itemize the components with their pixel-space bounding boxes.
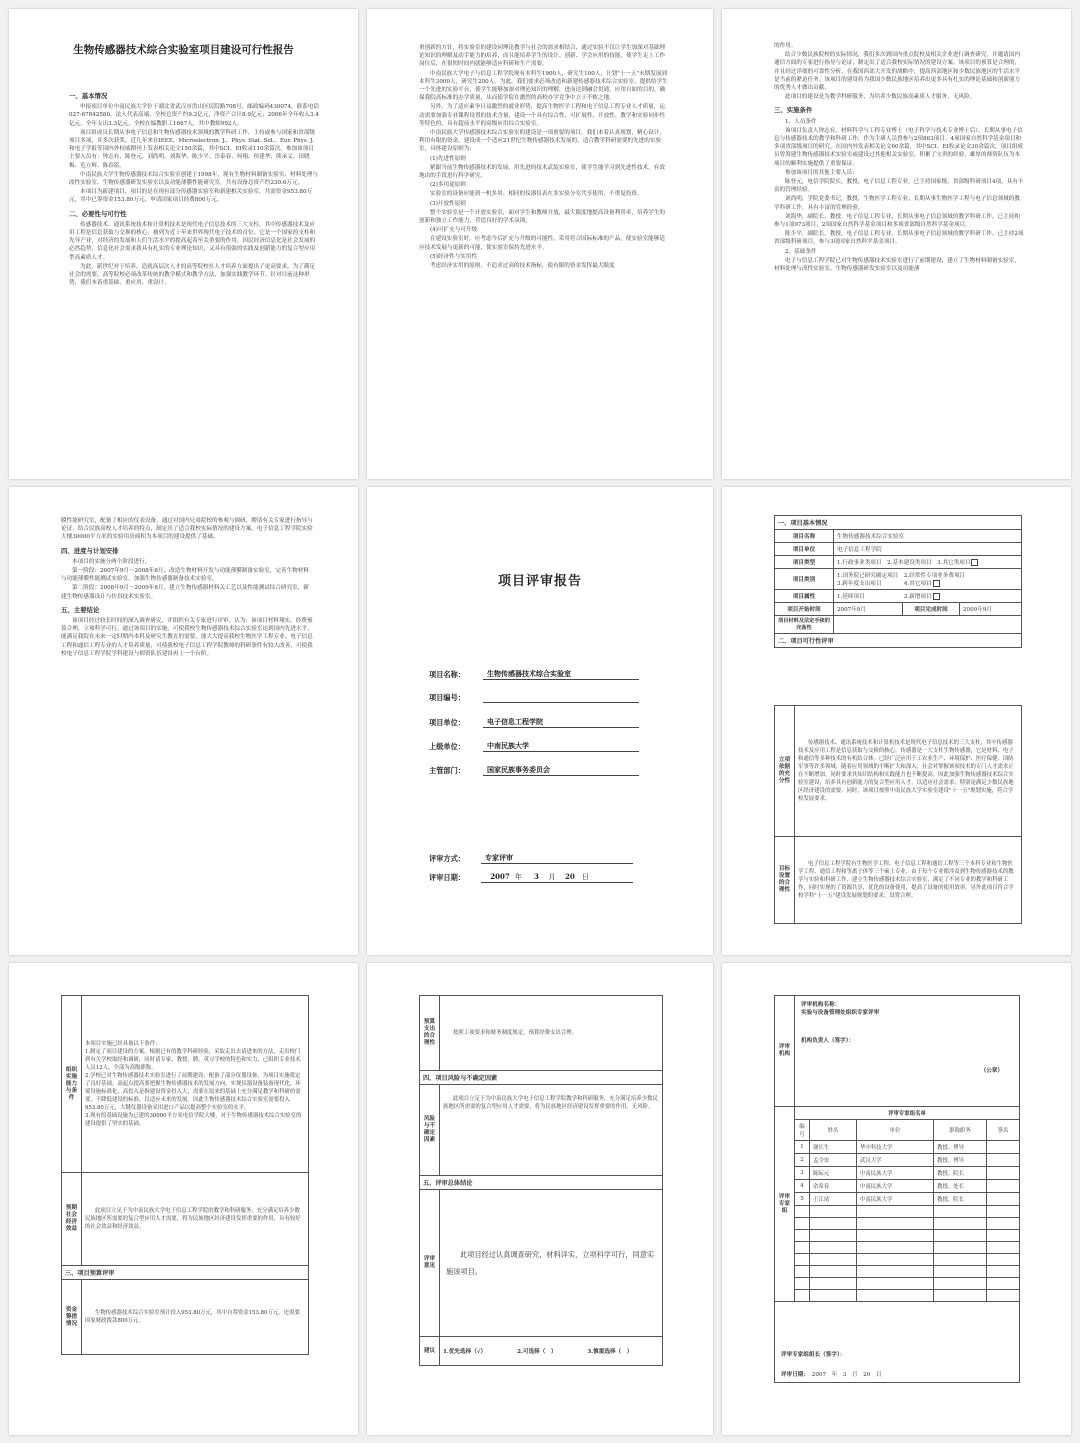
page-8-conclusion (367, 963, 713, 1435)
vertical-label: 预期社会经济效益 (62, 1173, 82, 1266)
sub-heading: (3)开放性原则 (430, 200, 466, 207)
vertical-label: 目标设置的合理性 (775, 837, 795, 924)
page-4 (9, 487, 358, 955)
row-value (834, 569, 1022, 590)
row-label: 项目开始时间 (775, 603, 834, 616)
row-value: 生物传感器技术综合实验室 (834, 530, 1022, 543)
sub-heading: (2)多用途原则 (430, 182, 466, 189)
row-label: 项目材料及法定手续的完备性 (775, 616, 834, 634)
date-unit: 年 (515, 873, 522, 881)
date-label: 评审日期： (781, 1372, 807, 1378)
expert-panel-table (774, 995, 1020, 1383)
sub-heading: (1)先进性原则 (430, 155, 466, 162)
paragraph: 紧跟当前生物传感器技术的发展，用先进的技术武装实验室，使学生能学习到先进性技术，有效地由的手段进行科学研究。 (419, 164, 665, 180)
section-heading: 三、项目预算评审 (62, 1266, 309, 1280)
field-value: 电子信息工程学院 (483, 717, 639, 728)
basic-info-table (774, 515, 1022, 648)
field-label: 项目名称： (429, 670, 465, 679)
leader-signature-label: 评审专家组组长（签字）： (781, 1352, 846, 1358)
page-9-expert-panel (722, 963, 1071, 1435)
official-seal-label: （公章） (980, 1068, 1003, 1074)
review-text: 生物传感器技术综合实验室预计投入953.80万元，其中自筹资金153.80万元，还需要国家财政拨款800万元。 (82, 1280, 309, 1355)
paragraph: 陈少平，副院长，教授，电子信息工程专业，长期从事电子信息领域的教学科研工作，已主持2项省部级科研项目，参与3项国家自然科学基金项目。 (774, 231, 1024, 246)
paragraph: 电子与信息工程学院已对生物传感器技术实验室进行了前期建设，建立了生物材料制备实验室，材料处理与改性实验室、生物传感器研发实验室以及功能薄 (774, 257, 1020, 273)
sub-heading: (4)可扩充与可升级 (430, 227, 478, 234)
table-row (795, 1266, 1019, 1278)
option-text: 1.国务院已研究确定项目 2.经常性专项业务费项目 (837, 573, 966, 579)
vertical-label: 立项依据的充分性 (775, 706, 795, 837)
page-7-implementation (9, 963, 358, 1435)
vertical-label: 评审意见 (420, 1190, 440, 1337)
field-review-method (429, 853, 633, 864)
vertical-label: 组织实施能力与条件 (62, 996, 82, 1173)
checkbox[interactable] (971, 559, 978, 566)
paragraph: 重创新的方针，将实验室的建设同理论教学与社会的需求相结合，通过实验不仅让学生加深对基础理论知识的理解及动手能力的培养，而且能培养学生的设计、创新、学会应用的技能，使学生走上工作岗位后，在很短时间内就能够适应科研和生产需要。 (419, 45, 666, 68)
paragraph: 该项目经过较长时间的深入调查研究，并组织有关专家进行评审，认为：该项目材料翔实，经费预算合理，立项科学可行。通过该项目的实施，可使我校生物传感器技术综合实验室达到国内先进水平，能满足我院在未来一定时期内本科及研究生教育的需要，能大大提高我校生物医学工程专业、电子信息工程和通信工程专业的人才培养质量，可使我校电子信息工程学院教师的科研条件有较大改善，可使我校电子信息工程学院学科建设与师资队伍建设再上一个台阶。 (61, 618, 313, 657)
org-label: 评审机构名称： (801, 1002, 841, 1008)
field-value: 专家评审 (481, 853, 633, 864)
option-selectable[interactable]: 2.可选择（ ） (514, 1337, 584, 1366)
paragraph: 本项目为新建项目，项目的是在现有部分传感器实验室和新建相关实验室，共需资金953.80万元，其中已筹资金153.80万元，申请国家项目经费800万元。 (69, 189, 313, 204)
paragraph: 中南民族大学生物传感器技术综合实验室创建于1998年，现有生物材料制备实验室、材料处理与改性实验室、生物传感器研发实验室以及功能薄膜性能研究室，共有设备总资产约230.6万元。 (69, 171, 318, 187)
date-month: 3 (534, 872, 539, 881)
field-parent-unit (429, 741, 639, 752)
row-label: 项目完成时间 (903, 603, 960, 616)
vertical-label: 资金筹措情况 (62, 1280, 82, 1355)
page-3-body (774, 42, 1024, 452)
review-text: 本项目实施已经具备以下条件： 1.制定了项目建设的方案。根据已有的教学科研经验，采取走出去请进来的方法，走出校门到有关学校取经和调研，同时请专家、教授，聘、英豆学校的特色和实力，已组织专业技术人员12人，全部为高级职称。 2.学校已对生物传感器技术实验室进行了前期建设，配备了部分仪器设备，为项目实施奠定了良好基础。高起点提高要把握生物传感器技术的发展方向，实现仪器设备装备现代化，环境设施标准化，高投入是指建设资金投入大，需要在原来的基础上充分满足教学和科研的需要，不降低建设的标准，以适应未来的发展。因此生物传感器技术综合实验室需要投入953.80万元，大键仪器设备采用进口产品以提高整个实验室的水平。 3.现有的基础设施为已建的30000平方米电信学院大楼，对于生物传感器技术综合实验室的建设提供了坚实的基础。 (82, 996, 309, 1173)
field-value: 中南民族大学 (483, 741, 639, 752)
row-label: 项目类型 (775, 556, 834, 569)
paragraph: 该项目负责人钟志有，材料科学与工程专业博士（电子科学与技术专业博士后），长期从事电子信息与传感器技术的教学和科研工作，作为主研人员曾参与2项863项目、4项国家自然科学基金项目和多项省部级项目的研究，在国内外发表相关论文60余篇，其中SCI、EI收录论文30余篇次，项目组成员曾筹建生物传感器技术实验室或建设过其他相关实验室，积累了宝贵的经验，雄厚的师资队伍为本项目的顺利实施提供了重要保证。 (774, 127, 1024, 167)
end-date: 2009年9月 (960, 603, 1022, 616)
checkbox[interactable] (933, 580, 940, 587)
paragraph: 传感器技术、通讯系统技术和计算机技术是现代电子信息技术的三大支柱，其中传感器技术及应用工程是信息获取与交换的核心，被列为近十年来世界现代电子技术的首位。它是一个国家的支柱和先导产业，对经济的发展和人们生活水平的提高起着至关重要的作用，因民经济信息化是社会发展的必然趋势，信息化社会需求我具有扎实的专业理论知识，又具有很强的实践及创新能力的复合型应用型高素质人才。 (69, 221, 316, 261)
option-cautious[interactable]: 3.慎重选择（ ） (584, 1337, 662, 1366)
vertical-label: 风险与不确定因素 (420, 1085, 440, 1176)
page-1-body (69, 87, 319, 467)
row-label: 项目类别 (775, 569, 834, 590)
paragraph: 中南民族大学传感器技术综合实验室的建设是一项重要的项目，我们本着认真规划，精心设计，利用有限的资金，建设成一个适应21世纪生物传感器技术发展的，适合教学科研需要的先进的实验室，具体建设原则为： (419, 130, 665, 153)
paragraph: 膜性能研究室，配备了相应的仪表设备。通过对国内兄弟院校的参观与调研，聘请有关专家进行指导与论证，结合民族高校人才培养的特点，制定出了适合我校实际情况的建设方案。电子信息工程学院实验大楼30000平方米的实验用房面积为本项目的建设提供了基础。 (61, 518, 313, 541)
row-value (834, 556, 1022, 569)
field-label: 评审方式： (429, 854, 465, 863)
table-row: 4 余希春 中南民族大学 教授、处长 (795, 1180, 1019, 1193)
field-value (483, 693, 639, 703)
field-project-unit (429, 717, 639, 728)
table-row (795, 1218, 1019, 1230)
review-report-title: 项目评审报告 (497, 574, 582, 589)
field-value: 国家民族事务委员会 (483, 765, 639, 776)
paragraph: 此项目的建设是为教学科研服务，为培养少数民族高素质人才服务，无风险。 (785, 94, 976, 101)
review-text: 此项目立足于为中南民族大学电子信息工程学院教学和科研服务，充分满足培养少数民族地区所需要的复合型应用人才需要，将为民族地区经济建设发挥重要的作用。无风险。 (440, 1085, 663, 1176)
section-heading: 四、进度与计划安排 (61, 546, 119, 555)
expert-list (795, 1107, 1019, 1301)
checkbox[interactable] (933, 593, 940, 600)
table-row: 5 王江靖 中南民族大学 教授、院长 (795, 1193, 1019, 1206)
signature-cell (775, 1302, 1020, 1383)
row-label: 项目单位 (775, 543, 834, 556)
table-row (795, 1206, 1019, 1218)
review-text: 此项目立足于为中南民族大学电子信息工程学院的教学和科研服务，充分满足培养少数民族地区所需要的复合型应用人才需要，将为民族地区经济建设发挥重要的作用，具有较好的社会效益和经济效益。 (82, 1173, 309, 1266)
implementation-table (61, 995, 309, 1355)
paragraph: 考虑经济实用的原则，不追求过高的技术指标，使有限的资金发挥最大限度 (430, 263, 615, 270)
section-heading: 五、评审总体结论 (420, 1176, 663, 1190)
paragraph: 项目组成员长期从事电子信息和生物传感器技术领域的教学科研工作，主持或参与国家和省部级项目多项，并多次获奖。近几年来在IEEE、Microelectron. J.、Phys. Stat. Sol.、Eur. Phys. J.和电子学报等国内外权威期刊上发表相关论文150余篇，其中SCI、EI收录110余篇次。参加该项目主要人员有：钟志有、陈登元、刘尚明、刘海华、陈少平、岳泰春、何翔、侯建华、熊承义、田晓梅、危立辉、陈春铭。 (69, 129, 315, 169)
row-label: 项目名称 (775, 530, 834, 543)
option-text: 3.跨年度支出项目 4.其它项目 (837, 579, 1018, 587)
paragraph: 参加该项目的其他主要人员： (785, 169, 858, 176)
table-row: 2 孟令安 武汉大学 教授、博导 (795, 1154, 1019, 1167)
table-row (795, 1290, 1019, 1302)
page-1 (9, 9, 358, 479)
start-date: 2007年9月 (834, 603, 903, 616)
col-header: 签名 (987, 1120, 1020, 1141)
date-unit: 月 (548, 873, 556, 881)
vertical-label: 预算支出的合理性 (420, 996, 440, 1071)
table-row (795, 1254, 1019, 1266)
paragraph: 刘海华，副院长，教授，电子信息工程专业，长期从事电子信息领域的教学科研工作，已主持和参与1项973项目，2项国家自然科学基金项目和多项省部级自然科学基金项目。 (774, 213, 1020, 229)
date-unit: 日 (581, 873, 589, 881)
field-label: 主管部门： (429, 766, 465, 775)
sub-heading: 1、人员条件 (785, 118, 817, 125)
expert-list-header (795, 1120, 1019, 1141)
section-heading: 四、项目风险与不确定因素 (420, 1071, 663, 1085)
date-value: 2007 年 3 月 20 日 (811, 1372, 882, 1378)
page-2-body (419, 44, 669, 454)
head-signature-label: 机构负责人（签字）： (801, 1038, 855, 1044)
col-header: 职称职务 (934, 1120, 987, 1141)
paragraph: 结合少数民族院校的实际情况，我们多次到国内重点院校及相关企业进行调查研究，并邀请国内通信方面的专家进行指导与论证，制定出了适合我校实际情况的建设方案。该项目的预算是合理的，并且经过详细的可靠性分析。在我国西部大开发的战略中，提高西部地区和少数民族地区的生活水平是当前的紧迫任务。该项目的建设将为我国少数民族地区培养出更多具有扎实的理论基础和创新能力的优秀人才做出贡献。 (774, 52, 1021, 92)
paragraph: 的作用。 (774, 43, 797, 49)
vertical-label: 评审专家组 (775, 1107, 795, 1302)
review-text: 传感器技术、通讯系统技术和计算机技术是现代电子信息技术的三大支柱，其中传感器技术及应用工程是信息获取与交换的核心。传感器是一大支柱生物传感器，它是材料、电子和通信等多种技术的有机结合体。已经广泛应用于工农业生产、环境保护、医疗保健、国防军事等许多领域，随着应用领域的不断扩大和深入，社会对掌握该项技术的专门人才需求正在不断增加，同时要求其知识结构和实践能力也不断提高。因此加强生物传感器技术综合实验室建设，培养具有创新能力的复合型应用人才，以适应社会需求，特别是满足少数民族地区经济建设的需要。同时，该项目按照中南民族大学实验室建设"十一五"规划实施，符合学校发展要求。 (795, 706, 1022, 837)
review-text: 电子信息工程学院有生物医学工程、电子信息工程和通信工程等三个本科专业和生物医学工程、通信工程和等离子体等三个硕士专业，由于每个专业都涉及到生物传感器技术的教学与实验和科研工作，建立生物传感器技术综合实验室，满足了不同专业的教学和科研工作，同时实现的了资源共享，优化的设备使用，提高了设备的使用效率。另外此项目符合学校学科"十一五"建设发展规划的要求，设置合理。 (795, 837, 1022, 924)
paragraph: 第二阶段：2008年9月～2009年8月，建立生物传感器材料关工艺以及性能测试综合研究室，新建生物传感器设计与仿真技术实验室。 (61, 585, 309, 600)
feasibility-table (774, 705, 1022, 924)
page-6-basic-info (722, 487, 1071, 955)
sub-heading: (5)经济性与实用性 (430, 253, 478, 260)
review-date-line (781, 1370, 1013, 1378)
field-project-number (429, 693, 639, 703)
section-heading: 一、基本情况 (69, 92, 108, 100)
paragraph: 陈登元，电信学院院长，教授，电子信息工程专业，已主持国家级、省部级科研项目4项，具有丰富的管理经验。 (774, 179, 1024, 194)
page-4-body (61, 517, 313, 817)
vertical-label: 建议 (420, 1337, 440, 1366)
row-value (834, 616, 1022, 634)
table-row (795, 1230, 1019, 1242)
page-5-review-cover (367, 487, 713, 955)
section-heading: 一、项目基本情况 (775, 516, 1022, 530)
field-label: 项目单位： (429, 718, 465, 727)
section-heading: 五、主要结论 (61, 605, 100, 614)
paragraph: 整个实验室是一个开放实验室，面对学生和教师开放，最大限度地提高设备利用率，培养学生的创新和独立工作能力，营造良好的学术氛围。 (419, 209, 665, 225)
paragraph: 在建设实验室时，应考虑今后扩充与升级的可能性，采用符合国际标准的产品，使实验室能够适应技术发展与更新的可能，使实验室保持先进水平。 (419, 236, 665, 251)
review-opinion: 此项目经过认真调查研究，材料详实，立项科学可行，同意实施该项目。 (440, 1190, 663, 1337)
option-text: 1.行政事业类项目 2.基本建设类项目 3.其它类项目 (837, 560, 971, 566)
paragraph: 申报项目单位中南民族大学位于湖北省武汉市洪山区民院路708号，邮政编码430074，联系电话027-67842580，法人代表高端，全校总资产约9.2亿元，净资产合计8.9亿元；2006年全年收入3.4亿元，全年支出3.3亿元，全校在编教职工1667人，其中教师992人。 (69, 104, 319, 127)
field-review-date (429, 872, 633, 883)
org-name: 实验与设备管理处组织专家评审 (801, 1010, 880, 1016)
page-2 (367, 9, 713, 479)
review-org-cell (795, 996, 1020, 1107)
paragraph: 实验室的设备应能到一机多用、相同的仪器仪表在多实验分室共享使用，不重复投资。 (430, 191, 643, 198)
date-year: 2007 (490, 872, 510, 881)
field-label: 上级单位： (429, 742, 465, 751)
section-heading: 二、项目可行性评审 (775, 634, 1022, 648)
table-row (795, 1242, 1019, 1254)
review-text: 按照工项要求和财务制度规定，预算经费支出合理。 (440, 996, 663, 1071)
paragraph: 刘尚明，学院党委书记，教授，生物医学工程专业，长期从事生物医学工程与电子信息领域的教学科研工作，具有丰富的管理经验。 (774, 196, 1020, 211)
table-row: 1 谢长生 华中科技大学 教授、博导 (795, 1141, 1019, 1154)
row-value (834, 590, 1022, 603)
section-heading: 三、实施条件 (774, 106, 813, 115)
conclusion-table (419, 995, 663, 1366)
row-value: 电子信息工程学院 (834, 543, 1022, 556)
page-3 (722, 9, 1071, 479)
date-day: 20 (565, 872, 575, 881)
expert-list-title: 评审专家组名单 (795, 1107, 1019, 1120)
report-title: 生物传感器技术综合实验室项目建设可行性报告 (73, 44, 294, 56)
option-priority[interactable]: 1.优先选择（√） (440, 1337, 515, 1366)
paragraph: 第一阶段：2007年9月～2008年8月，改造生物材料开发与功能薄膜制备实验室，完善生物材料与功能薄膜性能测试实验室，加强生物传感器制备技术实验室。 (61, 568, 309, 583)
sub-heading: 2、基础条件 (785, 248, 817, 255)
table-row: 3 陈际元 中南民族大学 教授、院长 (795, 1167, 1019, 1180)
row-label: 项目属性 (775, 590, 834, 603)
field-value (481, 872, 633, 883)
section-heading: 二、必要性与可行性 (69, 209, 127, 218)
field-authority (429, 765, 639, 776)
field-label: 项目编号： (429, 693, 465, 702)
field-value: 生物传感器技术综合实验室 (483, 669, 639, 680)
field-label: 评审日期： (429, 873, 465, 882)
col-header: 单位 (857, 1120, 934, 1141)
vertical-label: 评审机构 (775, 996, 795, 1107)
col-header: 编号 (795, 1120, 810, 1141)
paragraph: 中南民族大学电子与信息工程学院现有本科生1900人，研究生100人，计划"十一五"末期发展到本科生3000人，研究生200人。为此，我们要求必须改造和新建传感器技术综合实验室，提供给学生一个先进的实验平台，使学生能够加深对理论知识的理解，进而达到融会贯通，应用自如的目的，确保我院高标准的办学质量，从而使学院在激烈的高校办学竞争中立于不败之地。 (419, 70, 668, 102)
table-row (795, 1278, 1019, 1290)
paragraph: 本项目的实施分两个阶段进行。 (72, 558, 151, 565)
paragraph: 为此，新世纪对于培养、造就高层次人才的高等院校在人才培养方面提出了更高要求。为了满足社会的需要，高等院校必须改革传统的教学模式和教学方法，加强实践教学环节。针对目前这种形势，我们本着重基础、重应用、重设计、 (69, 263, 315, 287)
expert-list-cell (795, 1107, 1020, 1302)
option-text: 1.延续项目 2.新增项目 (837, 594, 932, 600)
field-project-name (429, 669, 639, 680)
paragraph: 另外，为了适应素争日益激烈的就业形势，提高生物医学工程和电子信息工程专业人才质量，运动需要加强专业课程设置的技术含量，建设一个具有综合性、可扩展性、开放性、教学和实验同步性等特色的，具有超前水平的高级应用综合实验室。 (419, 104, 666, 127)
col-header: 姓名 (810, 1120, 857, 1141)
